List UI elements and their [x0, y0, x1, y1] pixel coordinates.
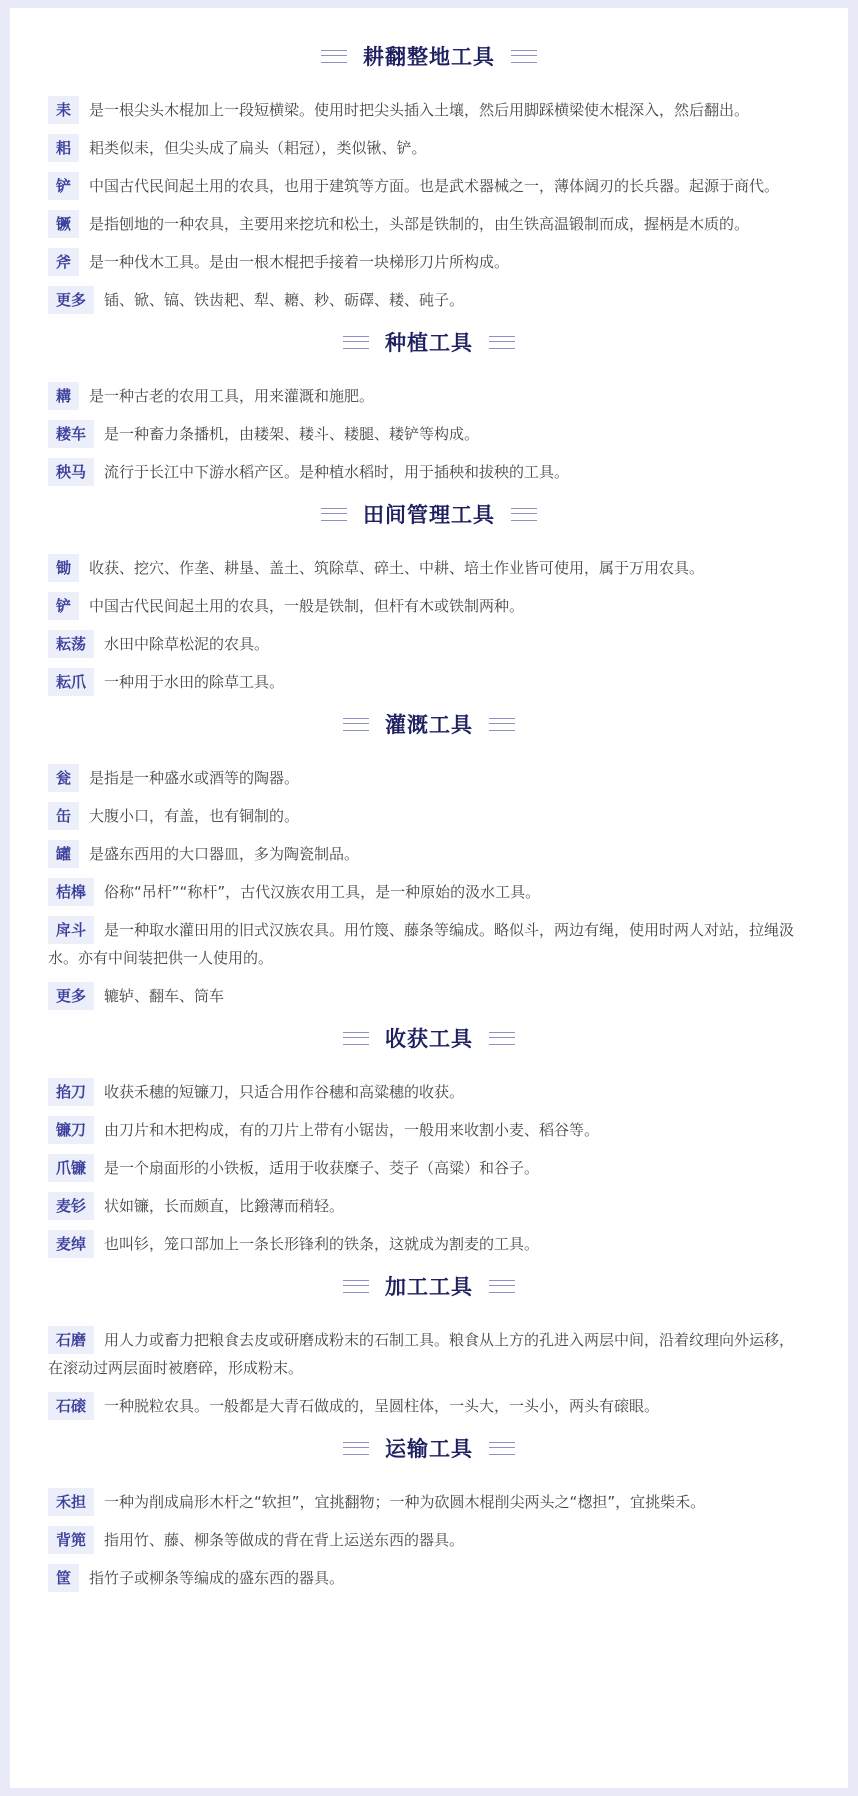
triple-line-icon	[321, 508, 347, 521]
content-card	[10, 8, 848, 1788]
section	[48, 1430, 810, 1592]
section-title: 灌溉工具	[385, 713, 473, 737]
triple-line-icon	[343, 718, 369, 731]
tool-name-tag: 筐	[48, 1564, 79, 1592]
tool-description: 一种为削成扁形木杆之“软担”，宜挑翻物；一种为砍圆木棍削尖两头之“楤担”，宜挑柴禾。	[104, 1493, 706, 1511]
list-item	[48, 172, 810, 200]
triple-line-icon	[489, 1032, 515, 1045]
tool-description: 流行于长江中下游水稻产区。是种植水稻时，用于插秧和拔秧的工具。	[104, 463, 570, 481]
list-item	[48, 1326, 810, 1382]
tool-name-tag: 镰刀	[48, 1116, 94, 1144]
triple-line-icon	[489, 718, 515, 731]
tool-description: 是一种伐木工具。是由一根木棍把手接着一块梯形刀片所构成。	[89, 253, 510, 271]
triple-line-icon	[343, 1442, 369, 1455]
tool-description: 是指刨地的一种农具，主要用来挖坑和松土，头部是铁制的，由生铁高温锻制而成，握柄是木质的。	[89, 215, 750, 233]
section-title: 种植工具	[385, 331, 473, 355]
tool-name-tag: 爪镰	[48, 1154, 94, 1182]
tool-description: 大腹小口，有盖，也有铜制的。	[89, 807, 300, 825]
list-item	[48, 592, 810, 620]
tool-description: 是一种畜力条播机，由耧架、耧斗、耧腿、耧铲等构成。	[104, 425, 480, 443]
list-item	[48, 1192, 810, 1220]
tool-description: 收获、挖穴、作垄、耕垦、盖土、筑除草、碎土、中耕、培土作业皆可使用，属于万用农具。	[89, 559, 705, 577]
list-item	[48, 382, 810, 410]
tool-name-tag: 更多	[48, 286, 94, 314]
tool-description: 是指是一种盛水或酒等的陶器。	[89, 769, 300, 787]
section-heading	[48, 706, 810, 742]
tool-name-tag: 背篼	[48, 1526, 94, 1554]
list-item	[48, 1488, 810, 1516]
tool-description: 由刀片和木把构成，有的刀片上带有小锯齿，一般用来收割小麦、稻谷等。	[104, 1121, 600, 1139]
section-title: 田间管理工具	[363, 503, 495, 527]
tool-name-tag: 耩	[48, 382, 79, 410]
tool-description: 指竹子或柳条等编成的盛东西的器具。	[89, 1569, 345, 1587]
tool-name-tag: 铲	[48, 172, 79, 200]
tool-description: 中国古代民间起土用的农具，也用于建筑等方面。也是武术器械之一，薄体阔刃的长兵器。起源于商代。	[89, 177, 780, 195]
triple-line-icon	[511, 508, 537, 521]
tool-name-tag: 镢	[48, 210, 79, 238]
list-item	[48, 982, 810, 1010]
tool-name-tag: 更多	[48, 982, 94, 1010]
list-item	[48, 802, 810, 830]
section-title: 耕翻整地工具	[363, 45, 495, 69]
list-item	[48, 458, 810, 486]
list-item	[48, 916, 810, 972]
tool-description: 辘轳、翻车、筒车	[104, 987, 225, 1005]
list-item	[48, 1116, 810, 1144]
tool-name-tag: 禾担	[48, 1488, 94, 1516]
tool-description: 锸、锨、镐、铁齿耙、犁、耱、耖、砺礋、耧、砘子。	[104, 291, 465, 309]
tool-name-tag: 斧	[48, 248, 79, 276]
triple-line-icon	[321, 50, 347, 63]
list-item	[48, 286, 810, 314]
tool-name-tag: 瓮	[48, 764, 79, 792]
tool-name-tag: 耧车	[48, 420, 94, 448]
list-item	[48, 630, 810, 658]
section	[48, 1268, 810, 1420]
section	[48, 38, 810, 314]
tool-name-tag: 秧马	[48, 458, 94, 486]
tool-description: 是一种古老的农用工具，用来灌溉和施肥。	[89, 387, 375, 405]
tool-description: 中国古代民间起土用的农具，一般是铁制，但杆有木或铁制两种。	[89, 597, 525, 615]
list-item	[48, 554, 810, 582]
section	[48, 496, 810, 696]
tool-description: 指用竹、藤、柳条等做成的背在背上运送东西的器具。	[104, 1531, 465, 1549]
tool-name-tag: 锄	[48, 554, 79, 582]
triple-line-icon	[489, 336, 515, 349]
triple-line-icon	[343, 1032, 369, 1045]
list-item	[48, 134, 810, 162]
tool-description: 收获禾穗的短镰刀，只适合用作谷穗和高粱穗的收获。	[104, 1083, 465, 1101]
section	[48, 324, 810, 486]
tool-name-tag: 戽斗	[48, 916, 94, 944]
tool-name-tag: 麦钐	[48, 1192, 94, 1220]
triple-line-icon	[489, 1442, 515, 1455]
section	[48, 1020, 810, 1258]
section	[48, 706, 810, 1010]
list-item	[48, 210, 810, 238]
list-item	[48, 248, 810, 276]
list-item	[48, 1154, 810, 1182]
triple-line-icon	[511, 50, 537, 63]
list-item	[48, 764, 810, 792]
section-heading	[48, 1020, 810, 1056]
list-item	[48, 420, 810, 448]
tool-description: 是一个扇面形的小铁板，适用于收获糜子、茭子（高粱）和谷子。	[104, 1159, 540, 1177]
tool-description: 耜类似耒，但尖头成了扁头（耜冠），类似锹、铲。	[89, 139, 427, 157]
tool-name-tag: 石磨	[48, 1326, 94, 1354]
tool-description: 用人力或畜力把粮食去皮或研磨成粉末的石制工具。粮食从上方的孔进入两层中间，沿着纹理向外运移，在滚动过两层面时被磨碎，形成粉末。	[48, 1331, 795, 1377]
list-item	[48, 1526, 810, 1554]
tool-description: 一种用于水田的除草工具。	[104, 673, 285, 691]
section-heading	[48, 1430, 810, 1466]
list-item	[48, 1078, 810, 1106]
section-title: 加工工具	[385, 1275, 473, 1299]
triple-line-icon	[343, 336, 369, 349]
section-heading	[48, 1268, 810, 1304]
tool-name-tag: 罐	[48, 840, 79, 868]
tool-name-tag: 耒	[48, 96, 79, 124]
section-title: 运输工具	[385, 1437, 473, 1461]
tool-name-tag: 耘爪	[48, 668, 94, 696]
tool-description: 是一根尖头木棍加上一段短横梁。使用时把尖头插入土壤，然后用脚踩横梁使木棍深入，然后翻出。	[89, 101, 750, 119]
tool-name-tag: 铲	[48, 592, 79, 620]
tool-description: 俗称“吊杆”“称杆”，古代汉族农用工具，是一种原始的汲水工具。	[104, 883, 541, 901]
tool-name-tag: 石磙	[48, 1392, 94, 1420]
triple-line-icon	[489, 1280, 515, 1293]
list-item	[48, 1392, 810, 1420]
tool-description: 水田中除草松泥的农具。	[104, 635, 270, 653]
section-heading	[48, 324, 810, 360]
tool-description: 是一种取水灌田用的旧式汉族农具。用竹篾、藤条等编成。略似斗，两边有绳，使用时两人对站，拉绳汲水。亦有中间装把供一人使用的。	[48, 921, 795, 967]
tool-description: 一种脱粒农具。一般都是大青石做成的，呈圆柱体，一头大，一头小，两头有磙眼。	[104, 1397, 660, 1415]
tool-name-tag: 桔槔	[48, 878, 94, 906]
tool-name-tag: 掐刀	[48, 1078, 94, 1106]
list-item	[48, 1230, 810, 1258]
section-heading	[48, 38, 810, 74]
list-item	[48, 668, 810, 696]
list-item	[48, 840, 810, 868]
list-item	[48, 96, 810, 124]
tool-name-tag: 缶	[48, 802, 79, 830]
section-title: 收获工具	[385, 1027, 473, 1051]
tool-description: 是盛东西用的大口器皿，多为陶瓷制品。	[89, 845, 360, 863]
tool-description: 也叫钐，笼口部加上一条长形锋利的铁条，这就成为割麦的工具。	[104, 1235, 540, 1253]
list-item	[48, 878, 810, 906]
section-heading	[48, 496, 810, 532]
list-item	[48, 1564, 810, 1592]
triple-line-icon	[343, 1280, 369, 1293]
tool-name-tag: 麦绰	[48, 1230, 94, 1258]
tool-name-tag: 耜	[48, 134, 79, 162]
tool-description: 状如镰，长而颇直，比鏺薄而稍轻。	[104, 1197, 345, 1215]
tool-name-tag: 耘荡	[48, 630, 94, 658]
